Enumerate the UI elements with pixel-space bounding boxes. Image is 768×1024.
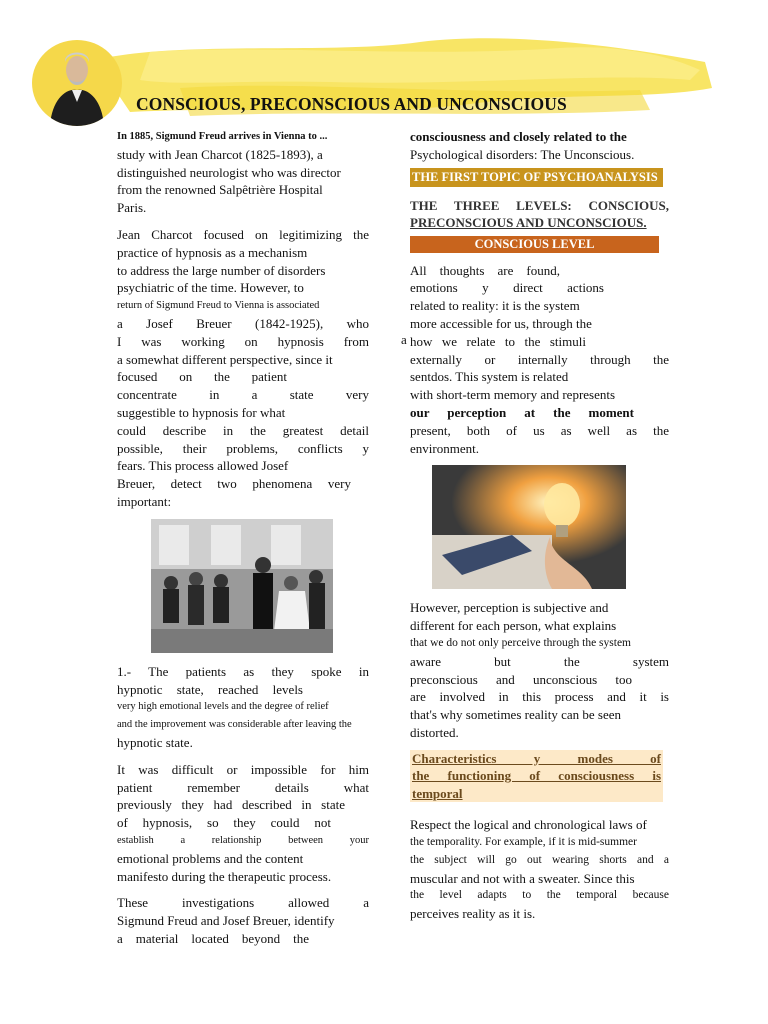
text-line: possible, their problems, conflicts y bbox=[117, 440, 369, 456]
text-line: important: bbox=[117, 493, 172, 509]
text-line: patient remember details what bbox=[117, 779, 369, 795]
text-line: Paris. bbox=[117, 200, 147, 216]
three-levels-line: PRECONSCIOUS AND UNCONSCIOUS. bbox=[410, 214, 647, 230]
text-line: 1.- The patients as they spoke in bbox=[117, 663, 369, 679]
text-line: Jean Charcot focused on legitimizing the bbox=[117, 226, 369, 242]
text-line: It was difficult or impossible for him bbox=[117, 761, 369, 777]
text-line: distorted. bbox=[410, 724, 459, 740]
sigmund-freud-portrait-icon bbox=[32, 40, 122, 126]
portrait-avatar bbox=[32, 40, 122, 126]
text-line: These investigations allowed a bbox=[117, 895, 369, 911]
text-line: Psychological disorders: The Unconscious. bbox=[410, 146, 635, 162]
text-line: the temporality. For example, if it is mid-summer bbox=[410, 836, 637, 849]
characteristics-line: temporal bbox=[412, 785, 463, 801]
right-column bbox=[410, 128, 669, 923]
conscious-level-heading: CONSCIOUS LEVEL bbox=[410, 236, 659, 253]
text-line: present, both of us as well as the bbox=[410, 422, 669, 438]
text-line: that's why sometimes reality can be seen bbox=[410, 707, 622, 723]
text-line: externally or internally through the bbox=[410, 351, 669, 367]
first-topic-heading: THE FIRST TOPIC OF PSYCHOANALYSIS bbox=[410, 168, 663, 187]
text-line: could describe in the greatest detail bbox=[117, 422, 369, 438]
text-line: aware but the system bbox=[410, 653, 669, 669]
text-line: However, perception is subjective and bbox=[410, 600, 609, 616]
left-column bbox=[117, 128, 369, 948]
text-line: All thoughts are found, bbox=[410, 262, 560, 278]
text-line: from the renowned Salpêtrière Hospital bbox=[117, 182, 323, 198]
text-line: I was working on hypnosis from bbox=[117, 333, 369, 349]
intro-line: In 1885, Sigmund Freud arrives in Vienna to ... bbox=[117, 131, 328, 142]
text-line: very high emotional levels and the degree of relief bbox=[117, 701, 329, 713]
text-line: preconscious and unconscious too bbox=[410, 671, 632, 687]
text-line: focused on the patient bbox=[117, 369, 287, 385]
characteristics-heading bbox=[410, 750, 663, 803]
text-line: establish a relationship between your bbox=[117, 834, 369, 846]
characteristics-line: the functioning of consciousness is bbox=[412, 768, 661, 784]
text-line: hypnotic state. bbox=[117, 734, 193, 750]
text-line: more accessible for us, through the bbox=[410, 315, 592, 331]
text-line: our perception at the moment bbox=[410, 404, 634, 420]
three-levels-line: THE THREE LEVELS: CONSCIOUS, bbox=[410, 197, 669, 213]
lecture-hall-photo-icon bbox=[151, 519, 333, 653]
text-line: suggestible to hypnosis for what bbox=[117, 404, 286, 420]
text-line: Respect the logical and chronological laws of bbox=[410, 817, 647, 833]
text-line: a Josef Breuer (1842-1925), who bbox=[117, 315, 369, 331]
lightbulb-hand-photo-icon bbox=[432, 465, 626, 589]
text-line: Breuer, detect two phenomena very bbox=[117, 476, 351, 492]
text-line: fears. This process allowed Josef bbox=[117, 458, 289, 474]
text-line: to address the large number of disorders bbox=[117, 262, 326, 278]
text-line: previously they had described in state bbox=[117, 797, 345, 813]
text-line: practice of hypnosis as a mechanism bbox=[117, 244, 308, 260]
text-line: are involved in this process and it is bbox=[410, 689, 669, 705]
text-line: concentrate in a state very bbox=[117, 387, 369, 403]
text-line: how we relate to the stimuli bbox=[410, 333, 586, 349]
text-line: that we do not only perceive through the system bbox=[410, 636, 632, 649]
text-line: return of Sigmund Freud to Vienna is associated bbox=[117, 300, 320, 312]
text-line: the level adapts to the temporal because bbox=[410, 889, 669, 902]
characteristics-line: Characteristics y modes of bbox=[412, 750, 661, 766]
page-title: CONSCIOUS, PRECONSCIOUS AND UNCONSCIOUS bbox=[136, 94, 567, 114]
text-line: different for each person, what explains bbox=[410, 618, 617, 634]
text-line: study with Jean Charcot (1825-1893), a bbox=[117, 146, 323, 162]
text-line: perceives reality as it is. bbox=[410, 906, 536, 922]
stray-character: a bbox=[401, 332, 407, 347]
text-line: consciousness and closely related to the bbox=[410, 129, 627, 144]
text-line: a somewhat different perspective, since it bbox=[117, 351, 333, 367]
text-line: with short-term memory and represents bbox=[410, 387, 616, 403]
text-line: muscular and not with a sweater. Since this bbox=[410, 870, 635, 886]
text-line: a material located beyond the bbox=[117, 930, 309, 946]
text-line: Sigmund Freud and Josef Breuer, identify bbox=[117, 913, 335, 929]
text-line: psychiatric of the time. However, to bbox=[117, 280, 304, 296]
text-line: and the improvement was considerable after leaving the bbox=[117, 719, 352, 731]
text-line: environment. bbox=[410, 440, 479, 456]
text-line: the subject will go out wearing shorts and a bbox=[410, 853, 669, 866]
text-line: related to reality: it is the system bbox=[410, 298, 580, 314]
text-line: of hypnosis, so they could not bbox=[117, 815, 331, 831]
three-levels-heading bbox=[410, 197, 669, 231]
text-line: distinguished neurologist who was director bbox=[117, 164, 341, 180]
text-line: emotional problems and the content bbox=[117, 850, 304, 866]
text-line: hypnotic state, reached levels bbox=[117, 681, 303, 697]
text-line: manifesto during the therapeutic process. bbox=[117, 868, 332, 884]
text-line: sentdos. This system is related bbox=[410, 369, 569, 385]
text-line: emotions y direct actions bbox=[410, 280, 604, 296]
